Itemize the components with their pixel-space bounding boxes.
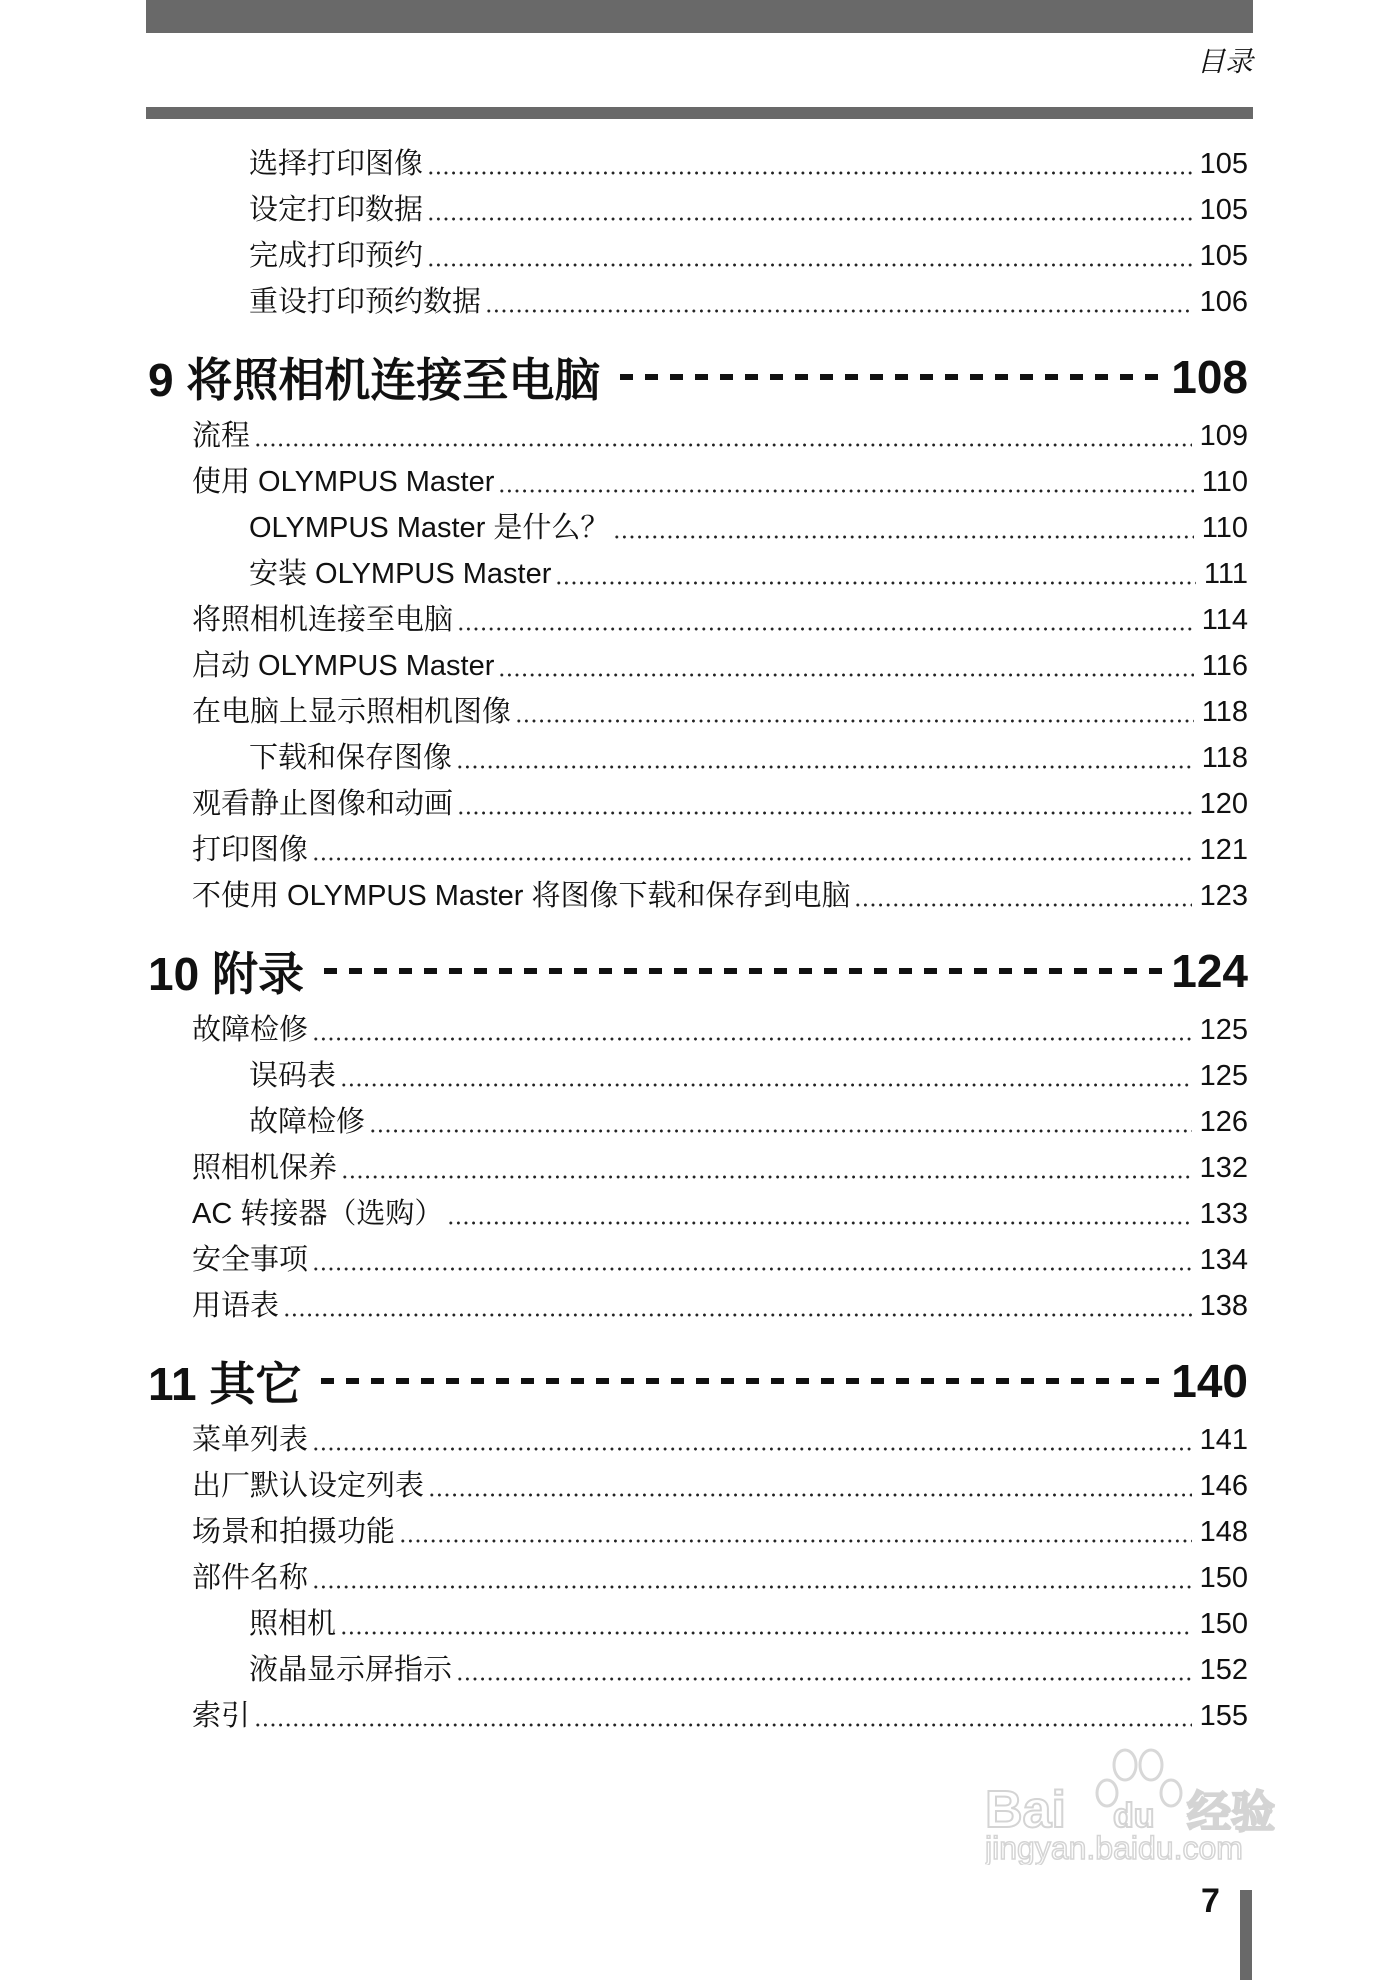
toc-entry <box>148 277 1248 323</box>
page-ref: 133 <box>1199 1198 1248 1230</box>
toc-entry <box>148 185 1248 231</box>
page-ref: 155 <box>1199 1700 1248 1732</box>
page-ref: 109 <box>1199 420 1248 452</box>
toc-entry <box>148 1005 1248 1051</box>
toc-entry <box>148 595 1248 641</box>
header-divider <box>146 107 1253 119</box>
dot-leader <box>312 1267 1192 1271</box>
entry-title: 观看静止图像和动画 <box>192 788 454 820</box>
entry-title: 将照相机连接至电脑 <box>192 604 454 636</box>
toc-entry <box>148 1691 1248 1737</box>
dot-leader <box>485 309 1192 313</box>
chapter-heading <box>148 1351 1248 1411</box>
svg-text:经验: 经验 <box>1187 1787 1275 1838</box>
entry-title: 菜单列表 <box>192 1424 309 1456</box>
page-ref: 121 <box>1199 834 1248 866</box>
page-ref: 150 <box>1199 1608 1248 1640</box>
page-ref: 150 <box>1199 1562 1248 1594</box>
dot-leader <box>457 627 1194 631</box>
section-label: 目录 <box>1196 46 1253 77</box>
page-number: 7 <box>1201 1882 1220 1920</box>
dot-leader <box>515 719 1194 723</box>
entry-title: 不使用 OLYMPUS Master 将图像下载和保存到电脑 <box>192 880 851 912</box>
dot-leader <box>312 857 1192 861</box>
dot-leader <box>456 765 1194 769</box>
page-ref: 118 <box>1201 696 1248 728</box>
dot-leader <box>456 1677 1192 1681</box>
toc-entry <box>148 779 1248 825</box>
page-ref: 140 <box>1171 1355 1248 1407</box>
page-ref: 106 <box>1199 286 1248 318</box>
toc-entry <box>148 1415 1248 1461</box>
toc-entry <box>148 1599 1248 1645</box>
entry-title: 用语表 <box>192 1290 280 1322</box>
dot-leader <box>340 1083 1192 1087</box>
chapter-title: 9 将照相机连接至电脑 <box>148 354 601 406</box>
dot-leader <box>427 171 1192 175</box>
dot-leader <box>498 489 1193 493</box>
toc-entry <box>148 139 1248 185</box>
page-ref: 105 <box>1199 148 1248 180</box>
entry-title: 误码表 <box>249 1060 337 1092</box>
dot-leader <box>283 1313 1192 1317</box>
toc-entry <box>148 641 1248 687</box>
page-ref: 124 <box>1171 945 1248 997</box>
toc-entry <box>148 1189 1248 1235</box>
toc-entry <box>148 549 1248 595</box>
page-ref: 116 <box>1201 650 1248 682</box>
page-ref: 125 <box>1199 1014 1248 1046</box>
chapter-title: 10 附录 <box>148 948 304 1000</box>
dot-leader <box>457 811 1192 815</box>
dot-leader <box>341 1175 1192 1179</box>
page-side-bar <box>1240 1890 1252 1980</box>
chapter-heading <box>148 347 1248 407</box>
entry-title: 场景和拍摄功能 <box>192 1516 396 1548</box>
entry-title: 流程 <box>192 420 251 452</box>
page-ref: 118 <box>1201 742 1248 774</box>
dot-leader <box>854 903 1191 907</box>
toc-entry <box>148 1553 1248 1599</box>
dot-leader <box>428 1493 1192 1497</box>
entry-title: 打印图像 <box>192 834 309 866</box>
dot-leader <box>312 1037 1192 1041</box>
dot-leader <box>254 1723 1192 1727</box>
page-ref: 125 <box>1199 1060 1248 1092</box>
entry-title: 索引 <box>192 1700 251 1732</box>
dot-leader <box>369 1129 1192 1133</box>
dash-leader <box>324 968 1167 974</box>
dot-leader <box>312 1585 1192 1589</box>
entry-title: 下载和保存图像 <box>249 742 453 774</box>
entry-title: AC 转接器（选购） <box>192 1198 444 1230</box>
entry-title: 使用 OLYMPUS Master <box>192 466 495 498</box>
toc-entry <box>148 1097 1248 1143</box>
entry-title: 部件名称 <box>192 1562 309 1594</box>
entry-title: 安全事项 <box>192 1244 309 1276</box>
entry-title: OLYMPUS Master 是什么？ <box>249 512 610 544</box>
svg-text:du: du <box>1113 1797 1155 1835</box>
dot-leader <box>340 1631 1192 1635</box>
toc-entry <box>148 231 1248 277</box>
table-of-contents <box>148 139 1248 1737</box>
dot-leader <box>555 581 1196 585</box>
page-ref: 114 <box>1201 604 1248 636</box>
page-ref: 105 <box>1199 194 1248 226</box>
toc-entry <box>148 1461 1248 1507</box>
chapter-title: 11 其它 <box>148 1358 302 1410</box>
dot-leader <box>312 1447 1192 1451</box>
page-ref: 141 <box>1199 1424 1248 1456</box>
entry-title: 启动 OLYMPUS Master <box>192 650 495 682</box>
dot-leader <box>427 217 1192 221</box>
toc-entry <box>148 457 1248 503</box>
header-bar <box>146 0 1253 33</box>
toc-entry <box>148 733 1248 779</box>
svg-text:jingyan.baidu.com: jingyan.baidu.com <box>985 1830 1243 1865</box>
entry-title: 完成打印预约 <box>249 240 424 272</box>
toc-entry <box>148 825 1248 871</box>
entry-title: 选择打印图像 <box>249 148 424 180</box>
baidu-watermark-logo <box>985 1735 1315 1865</box>
page-ref: 105 <box>1199 240 1248 272</box>
entry-title: 出厂默认设定列表 <box>192 1470 425 1502</box>
page-ref: 110 <box>1201 512 1248 544</box>
dot-leader <box>399 1539 1192 1543</box>
dash-leader <box>620 374 1167 380</box>
page-ref: 146 <box>1199 1470 1248 1502</box>
page-ref: 132 <box>1199 1152 1248 1184</box>
svg-text:Bai: Bai <box>985 1781 1066 1839</box>
toc-entry <box>148 1235 1248 1281</box>
page-ref: 138 <box>1199 1290 1248 1322</box>
chapter-heading <box>148 941 1248 1001</box>
dot-leader <box>427 263 1192 267</box>
dot-leader <box>447 1221 1191 1225</box>
page-ref: 126 <box>1199 1106 1248 1138</box>
entry-title: 照相机保养 <box>192 1152 338 1184</box>
entry-title: 在电脑上显示照相机图像 <box>192 696 512 728</box>
toc-entry <box>148 1143 1248 1189</box>
entry-title: 液晶显示屏指示 <box>249 1654 453 1686</box>
toc-entry <box>148 1051 1248 1097</box>
entry-title: 重设打印预约数据 <box>249 286 482 318</box>
page-ref: 111 <box>1203 558 1248 590</box>
toc-entry <box>148 1507 1248 1553</box>
dash-leader <box>321 1378 1167 1384</box>
toc-entry <box>148 1645 1248 1691</box>
entry-title: 安装 OLYMPUS Master <box>249 558 552 590</box>
entry-title: 故障检修 <box>192 1014 309 1046</box>
toc-entry <box>148 687 1248 733</box>
toc-entry <box>148 871 1248 917</box>
entry-title: 故障检修 <box>249 1106 366 1138</box>
entry-title: 设定打印数据 <box>249 194 424 226</box>
page-ref: 123 <box>1199 880 1248 912</box>
page-ref: 110 <box>1201 466 1248 498</box>
toc-entry <box>148 503 1248 549</box>
page-ref: 152 <box>1199 1654 1248 1686</box>
page-ref: 134 <box>1199 1244 1248 1276</box>
page-ref: 108 <box>1171 351 1248 403</box>
page-ref: 148 <box>1199 1516 1248 1548</box>
page-ref: 120 <box>1199 788 1248 820</box>
entry-title: 照相机 <box>249 1608 337 1640</box>
toc-entry <box>148 411 1248 457</box>
dot-leader <box>613 535 1193 539</box>
dot-leader <box>498 673 1193 677</box>
toc-entry <box>148 1281 1248 1327</box>
dot-leader <box>254 443 1192 447</box>
